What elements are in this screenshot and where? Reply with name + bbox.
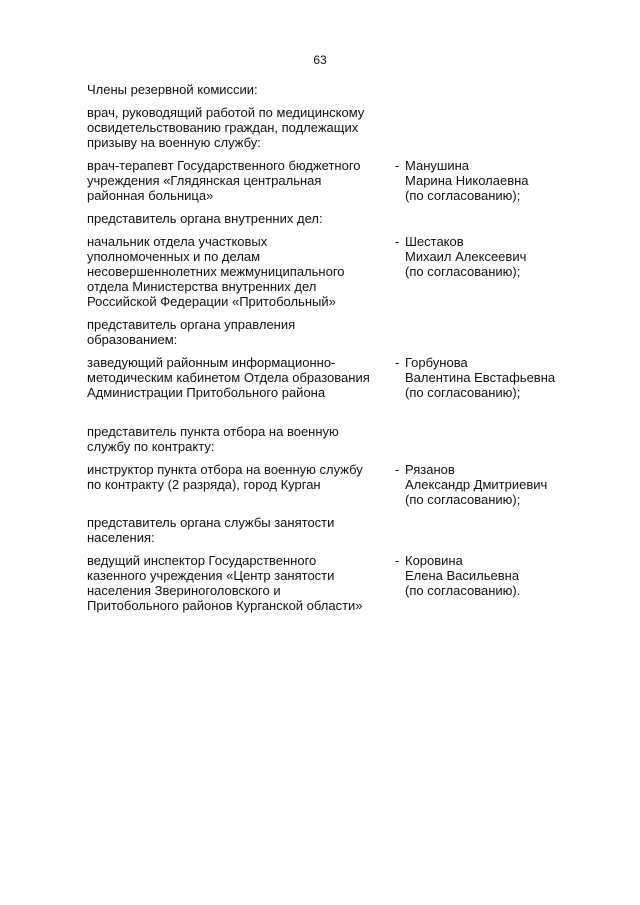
section-heading: представитель органа службы занятости населения: — [87, 515, 335, 545]
section-contract-service — [87, 424, 577, 507]
section-internal-affairs — [87, 211, 577, 309]
commission-title: Члены резервной комиссии: — [87, 82, 258, 97]
member-position: инструктор пункта отбора на военную службу по контракту (2 разряда), город Курган — [87, 462, 363, 492]
section-heading: врач, руководящий работой по медицинскому освидетельствованию граждан, подлежащих призыву на военную службу: — [87, 105, 365, 150]
member-row — [87, 553, 577, 613]
section-education — [87, 317, 577, 400]
member-position: ведущий инспектор Государственного казенного учреждения «Центр занятости населения Звериноголовского и Притобольного районов Курганской области» — [87, 553, 363, 613]
member-position: заведующий районным информационно- методическим кабинетом Отдела образования Администрации Притобольного района — [87, 355, 370, 400]
member-name: - Шестаков Михаил Алексеевич (по согласованию); — [395, 234, 527, 279]
section-employment — [87, 515, 577, 613]
document-body — [87, 82, 577, 613]
member-row — [87, 355, 577, 400]
member-name: - Горбунова Валентина Евстафьевна (по согласованию); — [395, 355, 556, 400]
section-heading: представитель органа управления образованием: — [87, 317, 296, 347]
member-row — [87, 462, 577, 507]
section-medical — [87, 105, 577, 203]
page-number: 63 — [313, 53, 327, 67]
section-heading: представитель органа внутренних дел: — [87, 211, 323, 226]
member-position: начальник отдела участковых уполномоченных и по делам несовершеннолетних межмуниципального отдела Министерства внутренних дел Российской Федерации «Притобольный» — [87, 234, 345, 309]
section-heading: представитель пункта отбора на военную службу по контракту: — [87, 424, 339, 454]
member-row — [87, 158, 577, 203]
member-name: - Рязанов Александр Дмитриевич (по согласованию); — [395, 462, 548, 507]
member-name: - Манушина Марина Николаевна (по согласованию); — [395, 158, 529, 203]
member-position: врач-терапевт Государственного бюджетного учреждения «Глядянская центральная районная больница» — [87, 158, 361, 203]
member-name: - Коровина Елена Васильевна (по согласованию). — [395, 553, 521, 598]
member-row — [87, 234, 577, 309]
